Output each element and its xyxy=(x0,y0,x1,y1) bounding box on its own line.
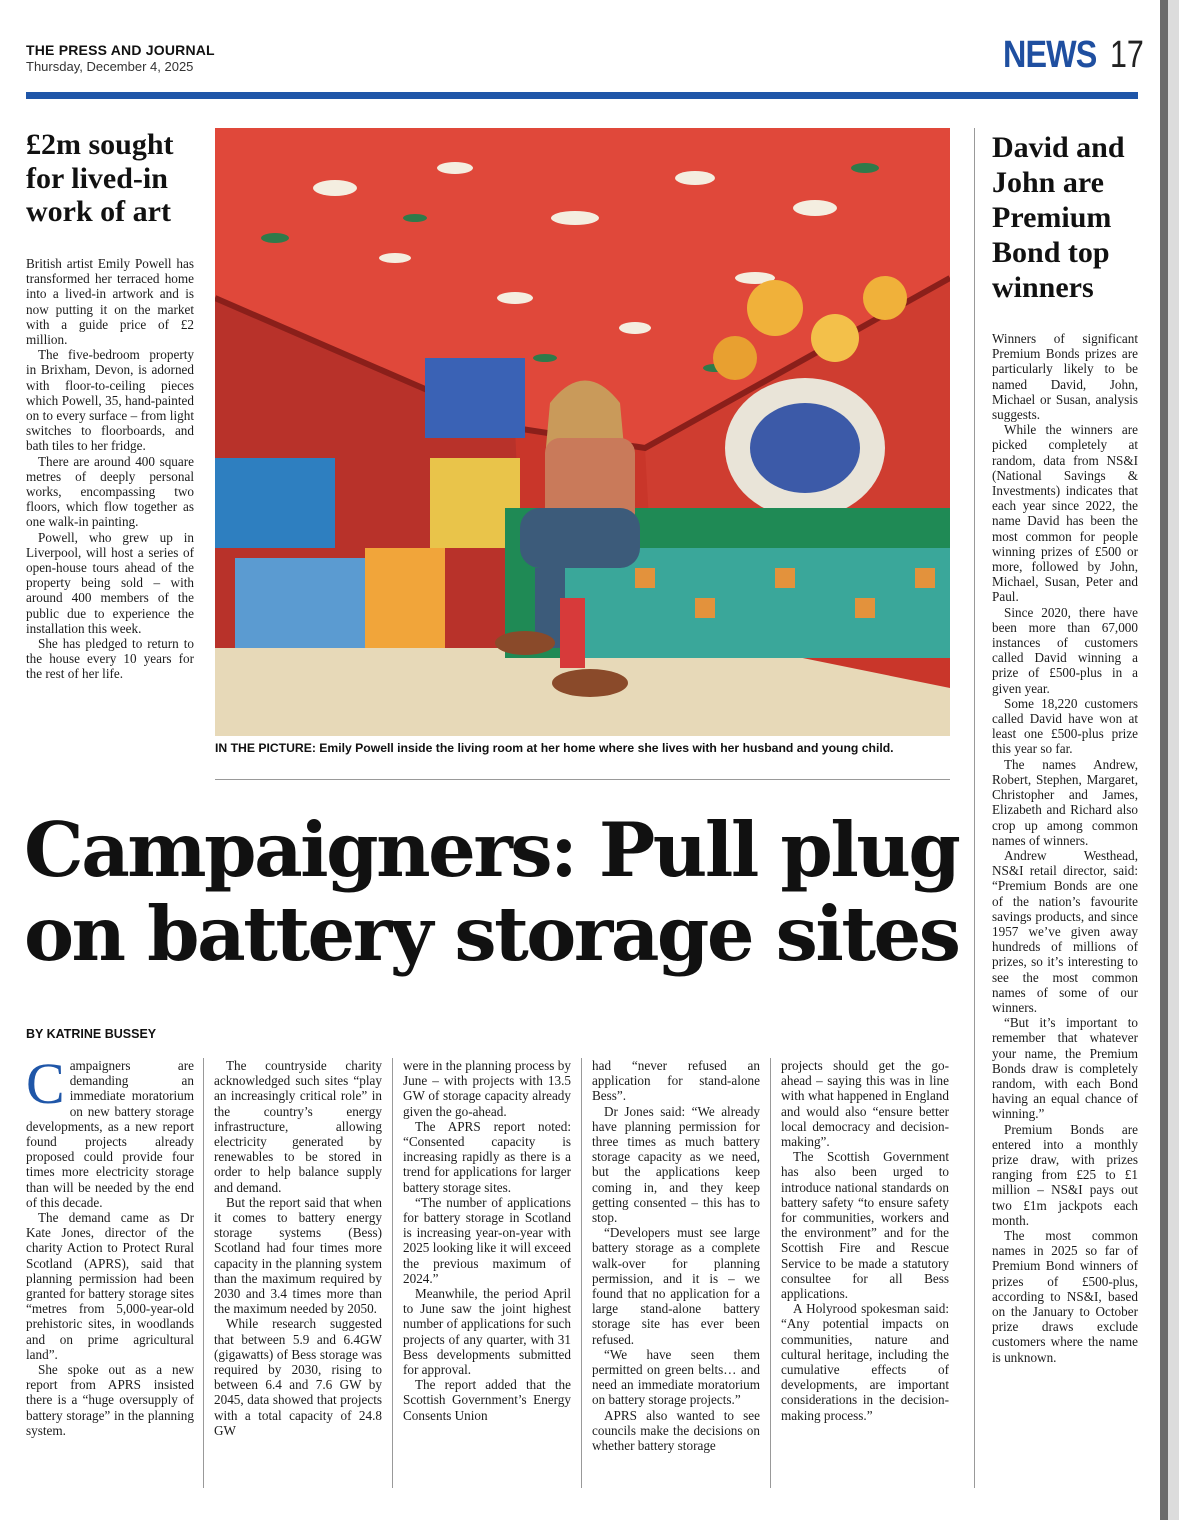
bonds-paragraph: While the winners are picked completely at random, data from NS&I (National Savings & Investments) indicates that each year since 2022, the name David has been the most common for people winning prizes of £500 or more, followed by John, Michael, Susan, Peter and Paul. xyxy=(992,422,1138,605)
battery-paragraph: The countryside charity acknowledged such sites “play an increasingly critical role” in the country’s energy infrastructure, allowing electricity generated by renewables to be stored in order to help balance supply and demand. xyxy=(214,1058,382,1195)
battery-paragraph: A Holyrood spokesman said: “Any potential impacts on communities, nature and cultural heritage, including the cumulative effects of developments, are important considerations in the decision-making process.” xyxy=(781,1301,949,1423)
bonds-paragraph: Some 18,220 customers called David have won at least one £500-plus prize this year so far. xyxy=(992,695,1138,757)
bonds-paragraph: Andrew Westhead, NS&I retail director, said: “Premium Bonds are one of the nation’s favourite savings products, and since 1957 we’ve given away hundreds of millions of prizes, so it’s interesting to see the most common names of some of our winners. xyxy=(992,847,1138,1015)
battery-paragraph: projects should get the go-ahead – saying this was in line with what happened in England and would also “ensure better local democracy and decision-making”. xyxy=(781,1058,949,1150)
battery-paragraph: But the report said that when it comes to battery energy storage systems (Bess) Scotland had four times more capacity in the planning system than the maximum required by 2030 and 3.4 times more than the maximum needed by 2050. xyxy=(214,1194,382,1317)
bonds-paragraph: The names Andrew, Robert, Stephen, Margaret, Christopher and James, Elizabeth and Richard also crop up among common names of winners. xyxy=(992,756,1138,848)
battery-paragraph: “We have seen them permitted on green belts… and need an immediate moratorium on battery storage projects.” xyxy=(592,1346,760,1408)
battery-column-5 xyxy=(781,1058,949,1423)
art-story-body xyxy=(26,256,194,682)
art-photo-caption xyxy=(215,741,975,755)
issue-date: Thursday, December 4, 2025 xyxy=(26,59,194,74)
headline-line-1: Campaigners: Pull plug xyxy=(24,806,959,894)
art-photo xyxy=(215,128,950,736)
masthead-rule xyxy=(26,92,1138,99)
bonds-paragraph: Since 2020, there have been more than 67,000 instances of customers called David winning a prize of £500-plus in a given year. xyxy=(992,604,1138,696)
section-label: NEWS xyxy=(1003,34,1097,76)
bonds-paragraph: “But it’s important to remember that whatever your name, the Premium Bonds draw is completely random, with each Bond having an equal chance of winning.” xyxy=(992,1015,1138,1122)
art-story-headline: £2m sought for lived-in work of art xyxy=(26,128,174,228)
art-paragraph: Powell, who grew up in Liverpool, will host a series of open-house tours ahead of the property being sold – with around 400 members of the public due to experience the installation this week. xyxy=(26,529,194,636)
battery-paragraph: ampaigners are demanding an immediate moratorium on new battery storage developments, as a new report found projects already proposed could provide four times more electricity storage than will be needed by the end of this decade. xyxy=(26,1058,194,1210)
battery-paragraph: Meanwhile, the period April to June saw the joint highest number of applications for such projects of any quarter, with 31 Bess developments submitted for approval. xyxy=(403,1286,571,1378)
headline-line-2: on battery storage sites xyxy=(24,890,959,978)
battery-paragraph: While research suggested that between 5.9 and 6.4GW (gigawatts) of Bess storage was required by 2030, rising to between 6.4 and 7.6 GW by 2045, data showed that projects with a total capacity of 24.8 GW xyxy=(214,1316,382,1438)
page-edge xyxy=(1168,0,1179,1520)
art-paragraph: She has pledged to return to the house every 10 years for the rest of her life. xyxy=(26,636,194,682)
battery-paragraph: The demand came as Dr Kate Jones, director of the charity Action to Protect Rural Scotland (APRS), said that planning permission had been granted for battery storage sites “metres from 5,000-year-old prehistoric sites, in woodlands and on prime agricultural land”. xyxy=(26,1210,194,1362)
bonds-paragraph: The most common names in 2025 so far of Premium Bond winners of prizes of £500-plus, according to NS&I, based on the January to October prize draws exclude customers where the name is unknown. xyxy=(992,1227,1138,1365)
art-paragraph: British artist Emily Powell has transformed her terraced home into a lived-in artwork and is now putting it on the market with a guide price of £2 million. xyxy=(26,256,194,348)
bonds-story-body xyxy=(992,331,1138,1365)
battery-paragraph: She spoke out as a new report from APRS insisted there is a “huge oversupply of battery storage” in the planning system. xyxy=(26,1362,194,1438)
battery-paragraph: APRS also wanted to see councils make the decisions on whether battery storage xyxy=(592,1407,760,1454)
battery-column-3 xyxy=(403,1058,571,1423)
battery-paragraph: “The number of applications for battery storage in Scotland is increasing year-on-year with 2025 looking like it will exceed the previous maximum of 2024.” xyxy=(403,1194,571,1286)
byline: BY KATRINE BUSSEY xyxy=(26,1027,157,1041)
battery-paragraph: had “never refused an application for stand-alone Bess”. xyxy=(592,1058,760,1104)
page-number: 17 xyxy=(1110,34,1144,76)
battery-paragraph: The Scottish Government has also been urged to introduce national standards on battery safety “to ensure safety for communities, workers and the environment” and for the Scottish Fire and Rescue Service to be made a statutory consultee for all Bess applications. xyxy=(781,1149,949,1302)
battery-column-1 xyxy=(26,1051,194,1438)
column-divider xyxy=(974,128,975,1488)
column-rule xyxy=(392,1058,393,1488)
battery-paragraph: “Developers must see large battery storage as a complete walk-over for planning permission, and it is – we found that no application for a large stand-alone battery storage site has ever been refused. xyxy=(592,1225,760,1347)
bonds-paragraph: Premium Bonds are entered into a monthly prize draw, with prizes ranging from £25 to £1 million – NS&I pays out two £1m jackpots each month. xyxy=(992,1121,1138,1228)
page-edge-shadow xyxy=(1160,0,1168,1520)
column-rule xyxy=(203,1058,204,1488)
column-rule xyxy=(581,1058,582,1488)
battery-paragraph: were in the planning process by June – with projects with 13.5 GW of storage capacity already given the go-ahead. xyxy=(403,1058,571,1119)
battery-column-2 xyxy=(214,1058,382,1438)
caption-lead: IN THE PICTURE: xyxy=(215,741,316,755)
battery-paragraph: The report added that the Scottish Government’s Energy Consents Union xyxy=(403,1377,571,1423)
battery-paragraph: Dr Jones said: “We already have planning permission for three times as much battery storage capacity as we need, but the applications keep coming in, and they keep getting consented – this has to stop. xyxy=(592,1103,760,1226)
caption-text: Emily Powell inside the living room at her home where she lives with her husband and young child. xyxy=(315,741,894,755)
bonds-paragraph: Winners of significant Premium Bonds prizes are particularly likely to be named David, John, Michael or Susan, analysis suggests. xyxy=(992,331,1138,423)
painted-room-illustration xyxy=(215,128,950,736)
battery-column-4 xyxy=(592,1058,760,1453)
art-paragraph: The five-bedroom property in Brixham, Devon, is adorned with floor-to-ceiling pieces which Powell, 35, hand-painted on to every surface – from light switches to floorboards, and bath tiles to her fridge. xyxy=(26,347,194,454)
drop-cap: C xyxy=(26,1051,65,1116)
battery-paragraph: The APRS report noted: “Consented capacity is increasing rapidly as there is a trend for applications for larger battery storage sites. xyxy=(403,1118,571,1195)
art-paragraph: There are around 400 square metres of deeply personal works, encompassing two floors, which flow together as one walk-in painting. xyxy=(26,453,194,530)
bonds-story-headline: David and John are Premium Bond top winners xyxy=(992,131,1125,304)
story-divider xyxy=(215,779,950,780)
battery-story-headline xyxy=(24,808,969,976)
column-rule xyxy=(770,1058,771,1488)
paper-name: THE PRESS AND JOURNAL xyxy=(26,42,215,58)
